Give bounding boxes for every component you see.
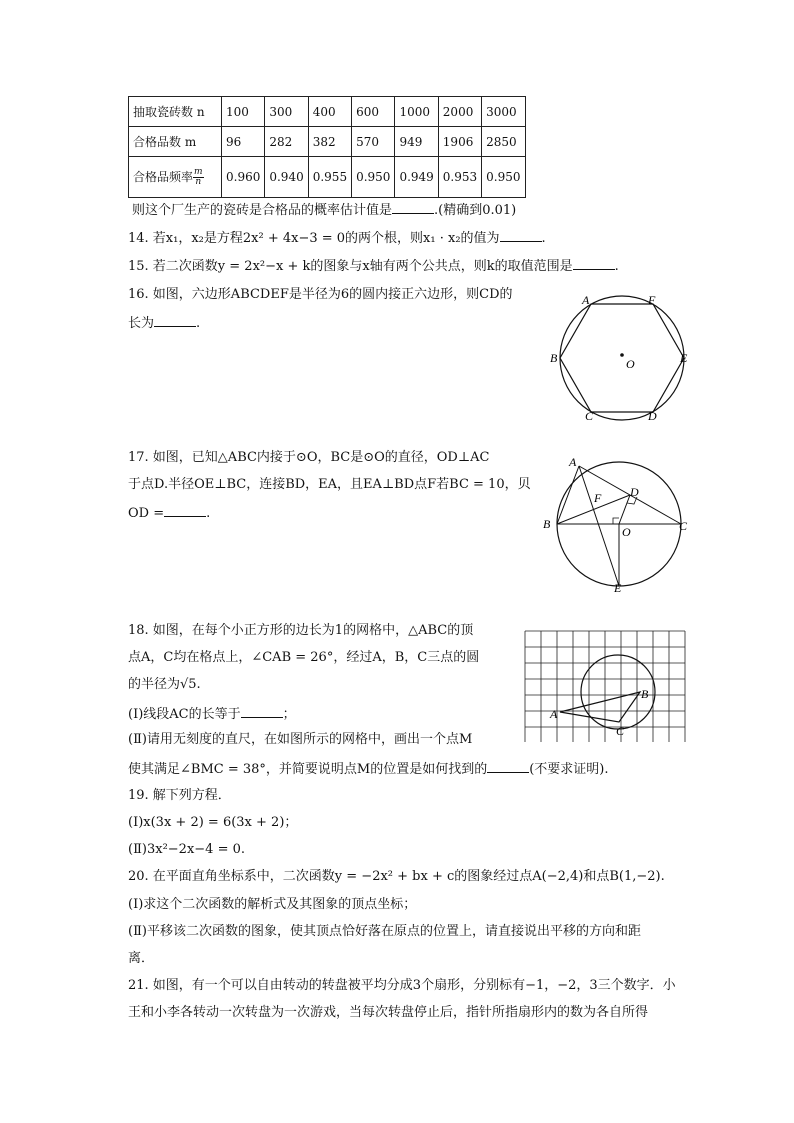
- table-cell: 949: [395, 127, 438, 157]
- question-15: [128, 256, 619, 276]
- answer-blank: [573, 256, 615, 270]
- answer-blank: [392, 200, 434, 214]
- table-cell: 100: [222, 97, 265, 127]
- table-cell: 1906: [438, 127, 481, 157]
- question-20-part-2-line-1: (Ⅱ)平移该二次函数的图象，使其顶点恰好落在原点的位置上，请直接说出平移的方向和距: [128, 924, 641, 939]
- table-cell: 0.955: [308, 157, 351, 198]
- table-cell: 300: [265, 97, 308, 127]
- question-16-line-1: 16. 如图，六边形ABCDEF是半径为6的圆内接正六边形，则CD的: [128, 287, 513, 302]
- q15-text: 15. 若二次函数y = 2x²−x + k的图象与x轴有两个公共点，则k的取值范围是: [128, 259, 573, 274]
- circle-diameter-figure: [538, 452, 698, 597]
- table-cell: 382: [308, 127, 351, 157]
- question-16-line-2: [128, 313, 200, 333]
- grid-figure: [522, 630, 690, 742]
- table-cell: 570: [352, 127, 395, 157]
- q13-text-after: .(精确到0.01): [434, 203, 517, 218]
- table-cell: 2000: [438, 97, 481, 127]
- q16-text-after: .: [196, 316, 201, 331]
- question-21-line-1: 21. 如图，有一个可以自由转动的转盘被平均分成3个扇形，分别标有−1，−2，3三个数字．小: [128, 978, 676, 993]
- table-cell: 0.940: [265, 157, 308, 198]
- q17-text: OD =: [128, 506, 165, 521]
- label-F: F: [594, 491, 602, 505]
- question-19-part-2: (Ⅱ)3x²−2x−4 = 0.: [128, 842, 246, 857]
- q15-text-after: .: [614, 259, 619, 274]
- label-A: A: [582, 293, 590, 307]
- question-18-part-1: [128, 704, 296, 724]
- label-B: B: [641, 687, 649, 701]
- label-C: C: [585, 409, 594, 423]
- table-row: [129, 97, 526, 127]
- hexagon-figure: [540, 288, 700, 428]
- label-B: B: [550, 351, 558, 365]
- question-18-part-2-line-1: (Ⅱ)请用无刻度的直尺，在如图所示的网格中，画出一个点M: [128, 732, 473, 747]
- row-header: [129, 157, 222, 198]
- question-20-part-1: (Ⅰ)求这个二次函数的解析式及其图象的顶点坐标；: [128, 897, 417, 912]
- table-row: [129, 127, 526, 157]
- label-D: D: [630, 485, 639, 499]
- table-cell: 3000: [482, 97, 525, 127]
- q13-text: 则这个厂生产的瓷砖是合格品的概率估计值是: [132, 203, 393, 218]
- question-14: [128, 228, 546, 248]
- answer-blank: [164, 503, 206, 517]
- table-cell: 400: [308, 97, 351, 127]
- row-header: 合格品数 m: [129, 127, 222, 157]
- table-row: [129, 157, 526, 198]
- answer-blank: [154, 313, 196, 327]
- question-17-line-2: 于点D.半径OE⊥BC，连接BD，EA，且EA⊥BD点F若BC = 10，贝: [128, 477, 531, 492]
- label-F: F: [648, 293, 656, 307]
- fraction-numerator: m: [194, 166, 203, 177]
- question-17-line-3: [128, 503, 210, 523]
- answer-blank: [500, 228, 542, 242]
- q14-text-after: .: [541, 231, 546, 246]
- q16-text: 长为: [128, 316, 155, 331]
- question-19-title: 19. 解下列方程．: [128, 788, 231, 803]
- answer-blank: [241, 704, 283, 718]
- fraction-denominator: n: [195, 176, 202, 187]
- row-header: 抽取瓷砖数 n: [129, 97, 222, 127]
- q18-part1-text-after: ；: [282, 707, 296, 722]
- q18-part2-text-after: (不要求证明).: [529, 762, 609, 777]
- answer-blank: [487, 759, 529, 773]
- question-13-tail: [132, 200, 516, 220]
- table-cell: 282: [265, 127, 308, 157]
- table-cell: 2850: [482, 127, 525, 157]
- question-20-line-1: 20. 在平面直角坐标系中，二次函数y = −2x² + bx + c的图象经过点A(−2,4)和点B(1,−2).: [128, 869, 665, 884]
- question-19-part-1: (Ⅰ)x(3x + 2) = 6(3x + 2)；: [128, 815, 298, 830]
- label-B: B: [543, 517, 551, 531]
- label-C: C: [679, 519, 688, 533]
- q14-text: 14. 若x₁，x₂是方程2x² + 4x−3 = 0的两个根，则x₁ · x₂的值为: [128, 231, 500, 246]
- table-cell: 0.949: [395, 157, 438, 198]
- label-E: E: [680, 351, 688, 365]
- label-C: C: [616, 724, 625, 738]
- question-20-part-2-line-2: 离．: [128, 951, 155, 966]
- table-cell: 1000: [395, 97, 438, 127]
- question-17-line-1: 17. 如图，已知△ABC内接于⊙O，BC是⊙O的直径，OD⊥AC: [128, 450, 490, 465]
- fraction: [193, 168, 204, 187]
- label-E: E: [614, 581, 622, 595]
- question-21-line-2: 王和小李各转动一次转盘为一次游戏，当每次转盘停止后，指针所指扇形内的数为各自所得: [128, 1005, 649, 1020]
- q17-text-after: .: [206, 506, 211, 521]
- question-18-part-2-line-2: [128, 759, 609, 779]
- label-O: O: [626, 357, 635, 371]
- label-O: O: [622, 525, 631, 539]
- q18-part2-text: 使其满足∠BMC = 38°，并简要说明点M的位置是如何找到的: [128, 762, 488, 777]
- table-cell: 0.950: [352, 157, 395, 198]
- question-18-line-2: 点A，C均在格点上，∠CAB = 26°，经过A，B，C三点的圆: [128, 650, 480, 665]
- q18-part1-text: (Ⅰ)线段AC的长等于: [128, 707, 241, 722]
- question-18-line-3: 的半径为√5.: [128, 677, 201, 692]
- row-header-text: 合格品频率: [133, 169, 194, 184]
- question-18-line-1: 18. 如图，在每个小正方形的边长为1的网格中，△ABC的顶: [128, 623, 474, 638]
- table-cell: 600: [352, 97, 395, 127]
- table-cell: 0.953: [438, 157, 481, 198]
- label-A: A: [569, 455, 577, 469]
- table-cell: 96: [222, 127, 265, 157]
- table-cell: 0.950: [482, 157, 525, 198]
- label-A: A: [550, 707, 558, 721]
- frequency-table: [128, 96, 526, 198]
- label-D: D: [648, 409, 657, 423]
- table-cell: 0.960: [222, 157, 265, 198]
